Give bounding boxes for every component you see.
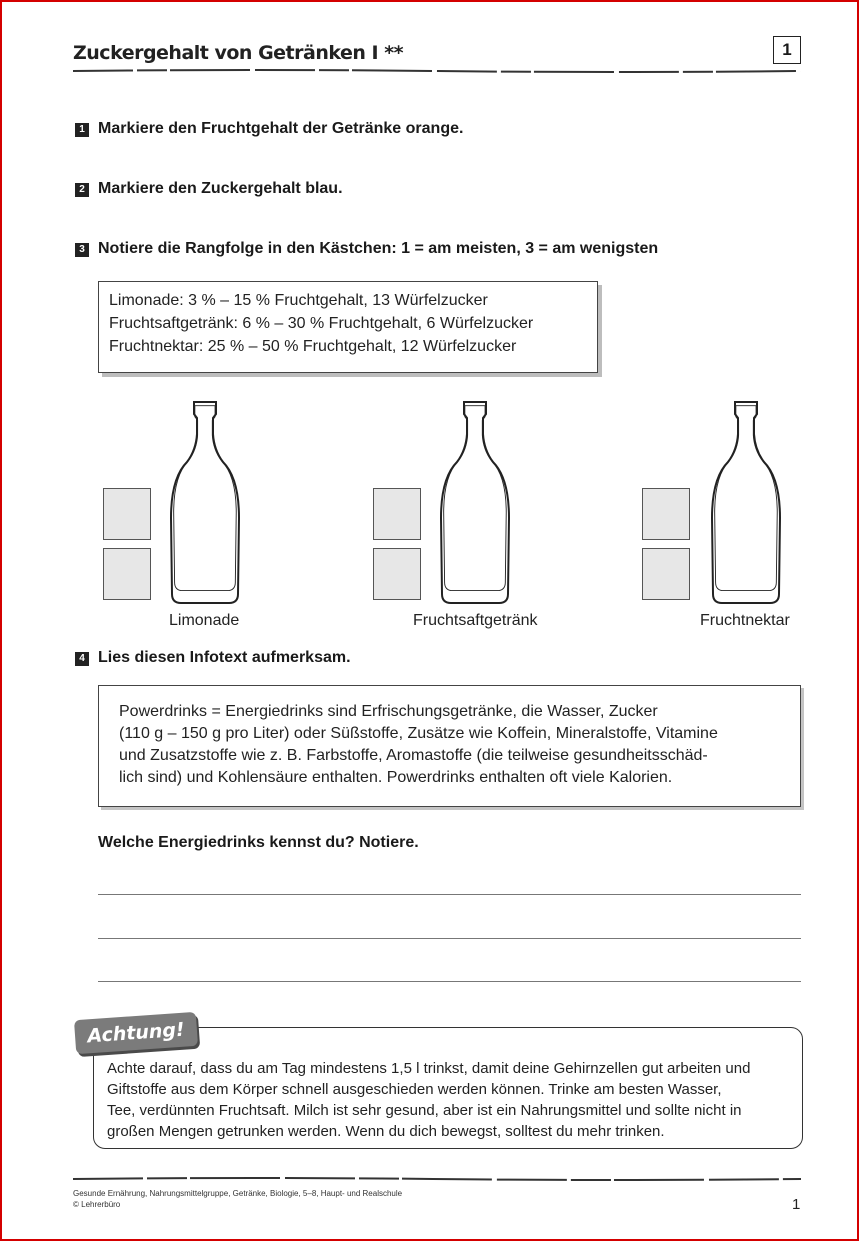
rank-box[interactable]: [642, 548, 690, 600]
achtung-line: Giftstoffe aus dem Körper schnell ausgeschieden werden können. Trinke am besten Wasser,: [107, 1081, 722, 1098]
rank-box[interactable]: [642, 488, 690, 540]
rank-box[interactable]: [373, 488, 421, 540]
bottle-label: Fruchtnektar: [700, 612, 790, 629]
task-1: [75, 120, 463, 138]
bottle-icon[interactable]: [437, 398, 515, 608]
task-2: [75, 180, 343, 198]
rank-box[interactable]: [373, 548, 421, 600]
achtung-line: Achte darauf, dass du am Tag mindestens 1,5 l trinkst, damit deine Gehirnzellen gut arbeiten und: [107, 1060, 751, 1077]
bottle-icon[interactable]: [708, 398, 786, 608]
page-number-box: 1: [773, 36, 801, 64]
page-number: 1: [792, 1196, 801, 1213]
infotext-line: und Zusatzstoffe wie z. B. Farbstoffe, Aromastoffe (die teilweise gesundheitsschäd-: [119, 747, 708, 764]
task-text: Markiere den Fruchtgehalt der Getränke orange.: [98, 120, 464, 137]
answer-line[interactable]: [98, 894, 801, 895]
info-line: Fruchtnektar: 25 % – 50 % Fruchtgehalt, 12 Würfelzucker: [109, 338, 517, 355]
drinks-info-box: [98, 281, 598, 373]
bottle-icon[interactable]: [167, 398, 245, 608]
infotext-line: (110 g – 150 g pro Liter) oder Süßstoffe, Zusätze wie Koffein, Mineralstoffe, Vitamine: [119, 725, 718, 742]
bottle-label: Fruchtsaftgetränk: [413, 612, 538, 629]
achtung-line: großen Mengen getrunken werden. Wenn du dich bewegst, solltest du mehr trinken.: [107, 1123, 665, 1140]
footer-source: Gesunde Ernährung, Nahrungsmittelgruppe, Getränke, Biologie, 5–8, Haupt- und Realschule: [73, 1189, 403, 1198]
task-text: Lies diesen Infotext aufmerksam.: [98, 649, 351, 666]
rank-box[interactable]: [103, 488, 151, 540]
info-line: Limonade: 3 % – 15 % Fruchtgehalt, 13 Würfelzucker: [109, 292, 488, 309]
task-3: [75, 240, 658, 258]
infotext-line: lich sind) und Kohlensäure enthalten. Powerdrinks enthalten oft viele Kalorien.: [119, 769, 673, 786]
answer-line[interactable]: [98, 938, 801, 939]
header-divider: [73, 68, 801, 74]
rank-box[interactable]: [103, 548, 151, 600]
task-number-badge: 3: [75, 243, 89, 257]
achtung-box: [93, 1027, 803, 1149]
question-text: Welche Energiedrinks kennst du? Notiere.: [98, 834, 419, 851]
task-number-badge: 1: [75, 123, 89, 137]
footer-copyright: © Lehrerbüro: [73, 1200, 121, 1209]
task-4: [75, 649, 351, 667]
task-number-badge: 4: [75, 652, 89, 666]
achtung-tag: Achtung!: [74, 1012, 198, 1054]
infotext-line: Powerdrinks = Energiedrinks sind Erfrischungsgetränke, die Wasser, Zucker: [119, 703, 658, 720]
task-text: Notiere die Rangfolge in den Kästchen: 1 = am meisten, 3 = am wenigsten: [98, 240, 659, 257]
answer-line[interactable]: [98, 981, 801, 982]
bottle-label: Limonade: [169, 612, 240, 629]
footer-divider: [73, 1176, 801, 1182]
achtung-line: Tee, verdünnten Fruchtsaft. Milch ist sehr gesund, aber ist ein Nahrungsmittel und sollte nicht in: [107, 1102, 742, 1119]
info-line: Fruchtsaftgetränk: 6 % – 30 % Fruchtgehalt, 6 Würfelzucker: [109, 315, 534, 332]
task-number-badge: 2: [75, 183, 89, 197]
task-text: Markiere den Zuckergehalt blau.: [98, 180, 343, 197]
infotext-box: [98, 685, 801, 807]
worksheet-title: Zuckergehalt von Getränken I **: [73, 42, 404, 64]
